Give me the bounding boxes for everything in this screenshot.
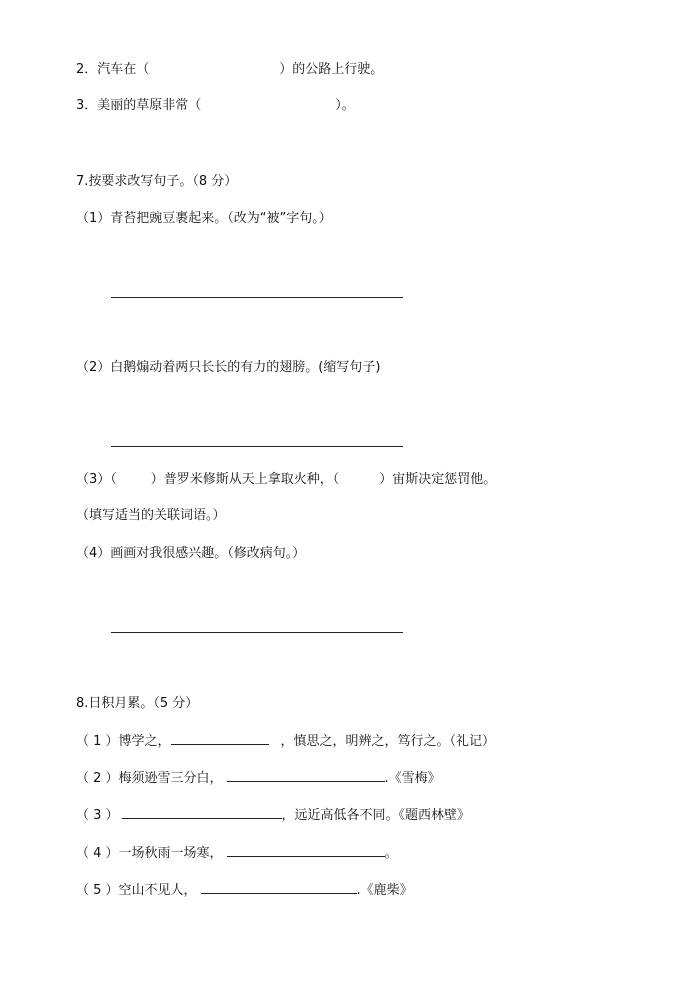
question-7-3-text: （3）（ [76,472,117,487]
blank-field[interactable] [122,806,282,819]
recitation-4 [76,844,398,862]
recitation-1 [76,732,495,750]
recitation-2-text-end: .《雪梅》 [384,771,441,786]
item-2 [76,62,383,78]
recitation-2 [76,769,441,787]
recitation-2-text: （ 2 ）梅须逊雪三分白， [76,771,223,786]
item-3-text: 3．美丽的草原非常（ [76,98,202,113]
blank-field[interactable] [227,844,385,857]
section-8-title: 8.日积月累。（5 分） [76,696,199,711]
recitation-4-text: （ 4 ）一场秋雨一场寒， [76,846,223,861]
question-7-2: （2）白鹅煽动着两只长长的有力的翅膀。(缩写句子) [76,360,381,375]
question-7-4: （4）画画对我很感兴趣。（修改病句。） [76,546,306,561]
answer-line[interactable] [111,632,403,633]
item-2-text: 2．汽车在（ [76,62,150,77]
question-7-3-text-mid: ）普罗米修斯从天上拿取火种，（ [150,472,340,487]
section-7-title: 7.按要求改写句子。（8 分） [76,174,238,189]
recitation-5-text-end: .《鹿柴》 [356,883,413,898]
recitation-3-text: （ 3 ） [76,808,119,823]
question-7-3 [76,472,496,488]
recitation-1-text: （ 1 ）博学之， [76,734,171,749]
recitation-4-text-end: 。 [384,846,398,861]
recitation-1-text-end: ，慎思之，明辨之，笃行之。（礼记） [280,734,496,749]
item-2-text-end: ）的公路上行驶。 [279,62,384,77]
item-3 [76,98,355,114]
question-7-3-text-end: ）宙斯决定惩罚他。 [379,472,497,487]
blank-field[interactable] [171,732,269,745]
answer-line[interactable] [111,297,403,298]
question-7-3-note: （填写适当的关联词语。） [76,508,226,523]
answer-line[interactable] [111,446,403,447]
recitation-5 [76,881,413,899]
recitation-3 [76,806,470,824]
blank-field[interactable] [201,881,357,894]
question-7-1: （1）青苔把豌豆裹起来。（改为“被”字句。） [76,211,332,226]
blank-field[interactable] [227,769,385,782]
recitation-5-text: （ 5 ）空山不见人， [76,883,197,898]
item-3-text-end: ）。 [335,98,355,113]
recitation-3-text-end: ，远近高低各不同。《题西林壁》 [281,808,471,823]
